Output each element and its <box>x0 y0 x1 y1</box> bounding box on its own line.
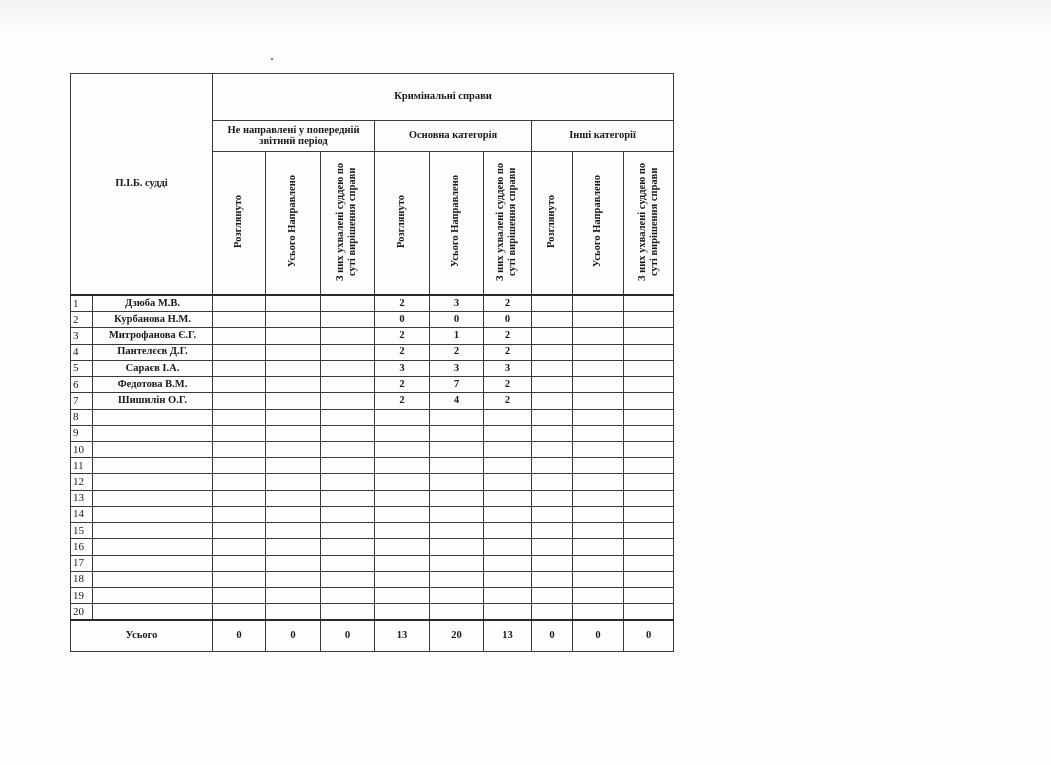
row-number: 8 <box>71 409 93 425</box>
total-row <box>71 620 674 651</box>
value-cell <box>573 328 624 344</box>
value-cell: 0 <box>484 312 532 328</box>
judge-name: Митрофанова Є.Г. <box>93 328 213 344</box>
value-cell <box>213 458 266 474</box>
value-cell <box>532 539 573 555</box>
group-header-prior-period: Не направлені у попередній звітний період <box>213 121 375 152</box>
value-cell <box>624 441 674 457</box>
value-cell <box>321 458 375 474</box>
value-cell <box>532 344 573 360</box>
value-cell <box>484 539 532 555</box>
value-cell <box>573 555 624 571</box>
table-title: Кримінальні справи <box>213 74 674 121</box>
total-value: 20 <box>430 620 484 651</box>
table-row <box>71 393 674 409</box>
value-cell <box>213 441 266 457</box>
value-cell: 2 <box>484 393 532 409</box>
report-table <box>70 73 674 652</box>
value-cell <box>321 409 375 425</box>
column-header: З них ухвалені суддею по суті вирішення справи <box>624 152 674 296</box>
judge-name-header: П.І.Б. судді <box>71 74 213 296</box>
value-cell <box>321 474 375 490</box>
value-cell <box>573 377 624 393</box>
value-cell <box>321 441 375 457</box>
value-cell <box>532 377 573 393</box>
value-cell <box>213 425 266 441</box>
value-cell <box>430 490 484 506</box>
value-cell <box>213 506 266 522</box>
value-cell <box>532 474 573 490</box>
table-row <box>71 295 674 311</box>
judge-name: Шишилін О.Г. <box>93 393 213 409</box>
row-number: 17 <box>71 555 93 571</box>
value-cell <box>266 458 321 474</box>
total-value: 0 <box>573 620 624 651</box>
value-cell <box>573 409 624 425</box>
row-number: 4 <box>71 344 93 360</box>
value-cell <box>624 604 674 620</box>
table-row <box>71 312 674 328</box>
table-row <box>71 539 674 555</box>
value-cell <box>266 604 321 620</box>
judge-name <box>93 458 213 474</box>
value-cell <box>266 588 321 604</box>
column-header: Усього Направлено <box>266 152 321 296</box>
value-cell <box>213 295 266 311</box>
row-number: 14 <box>71 506 93 522</box>
value-cell <box>573 474 624 490</box>
value-cell <box>484 506 532 522</box>
table-row <box>71 604 674 620</box>
judge-name <box>93 409 213 425</box>
value-cell <box>532 588 573 604</box>
judge-name: Сараєв І.А. <box>93 360 213 376</box>
value-cell <box>484 523 532 539</box>
column-header: Розглянуто <box>532 152 573 296</box>
value-cell <box>624 490 674 506</box>
value-cell <box>532 458 573 474</box>
value-cell <box>321 328 375 344</box>
value-cell: 0 <box>430 312 484 328</box>
table-row <box>71 571 674 587</box>
value-cell <box>213 409 266 425</box>
value-cell <box>532 555 573 571</box>
value-cell <box>624 360 674 376</box>
scan-shadow <box>0 0 1051 34</box>
value-cell <box>624 506 674 522</box>
value-cell: 2 <box>484 377 532 393</box>
value-cell <box>266 523 321 539</box>
value-cell <box>213 312 266 328</box>
value-cell <box>375 571 430 587</box>
value-cell <box>573 295 624 311</box>
value-cell <box>573 393 624 409</box>
judge-name <box>93 506 213 522</box>
row-number: 3 <box>71 328 93 344</box>
value-cell <box>266 393 321 409</box>
total-value: 0 <box>213 620 266 651</box>
table-row <box>71 360 674 376</box>
value-cell <box>266 360 321 376</box>
value-cell <box>624 344 674 360</box>
value-cell <box>266 312 321 328</box>
value-cell <box>375 474 430 490</box>
table-row <box>71 458 674 474</box>
value-cell <box>573 312 624 328</box>
value-cell <box>484 458 532 474</box>
value-cell <box>624 571 674 587</box>
value-cell <box>430 425 484 441</box>
value-cell: 2 <box>375 393 430 409</box>
value-cell <box>532 441 573 457</box>
value-cell <box>266 409 321 425</box>
judge-name <box>93 425 213 441</box>
scan-speck <box>271 58 273 60</box>
judge-name <box>93 604 213 620</box>
value-cell <box>213 571 266 587</box>
value-cell <box>573 360 624 376</box>
value-cell <box>484 571 532 587</box>
value-cell: 3 <box>375 360 430 376</box>
row-number: 1 <box>71 295 93 311</box>
value-cell <box>532 523 573 539</box>
total-value: 0 <box>266 620 321 651</box>
row-number: 7 <box>71 393 93 409</box>
total-value: 13 <box>484 620 532 651</box>
value-cell <box>266 295 321 311</box>
row-number: 6 <box>71 377 93 393</box>
row-number: 19 <box>71 588 93 604</box>
value-cell <box>321 571 375 587</box>
value-cell <box>266 441 321 457</box>
value-cell <box>624 588 674 604</box>
value-cell <box>213 393 266 409</box>
judge-name <box>93 523 213 539</box>
column-header: З них ухвалені суддею по суті вирішення справи <box>484 152 532 296</box>
value-cell <box>573 539 624 555</box>
value-cell <box>573 506 624 522</box>
value-cell <box>213 344 266 360</box>
table-row <box>71 474 674 490</box>
value-cell <box>624 458 674 474</box>
value-cell <box>484 441 532 457</box>
value-cell <box>375 458 430 474</box>
total-value: 0 <box>532 620 573 651</box>
value-cell <box>213 377 266 393</box>
value-cell <box>375 555 430 571</box>
value-cell <box>266 539 321 555</box>
judge-name <box>93 539 213 555</box>
judge-name <box>93 588 213 604</box>
judge-name: Курбанова Н.М. <box>93 312 213 328</box>
value-cell <box>573 344 624 360</box>
table-row <box>71 328 674 344</box>
group-header-main-category: Основна категорія <box>375 121 532 152</box>
judge-name <box>93 490 213 506</box>
total-label: Усього <box>71 620 213 651</box>
value-cell <box>430 458 484 474</box>
value-cell: 2 <box>430 344 484 360</box>
value-cell <box>213 360 266 376</box>
value-cell <box>624 555 674 571</box>
column-header: Розглянуто <box>213 152 266 296</box>
value-cell <box>573 571 624 587</box>
value-cell <box>430 474 484 490</box>
value-cell: 2 <box>375 295 430 311</box>
value-cell <box>624 295 674 311</box>
value-cell <box>484 588 532 604</box>
value-cell <box>624 425 674 441</box>
judge-name: Дзюба М.В. <box>93 295 213 311</box>
value-cell <box>213 523 266 539</box>
value-cell <box>430 441 484 457</box>
value-cell: 2 <box>484 295 532 311</box>
value-cell <box>375 506 430 522</box>
table-row <box>71 523 674 539</box>
value-cell <box>321 539 375 555</box>
value-cell <box>213 490 266 506</box>
table-row <box>71 344 674 360</box>
value-cell <box>573 523 624 539</box>
column-header: Усього Направлено <box>573 152 624 296</box>
criminal-cases-report <box>70 73 673 652</box>
value-cell <box>375 604 430 620</box>
value-cell <box>321 344 375 360</box>
value-cell <box>266 490 321 506</box>
value-cell <box>532 393 573 409</box>
value-cell: 2 <box>375 328 430 344</box>
value-cell <box>430 571 484 587</box>
value-cell: 3 <box>430 360 484 376</box>
value-cell <box>484 425 532 441</box>
value-cell <box>573 441 624 457</box>
table-row <box>71 409 674 425</box>
value-cell <box>213 588 266 604</box>
value-cell <box>430 604 484 620</box>
value-cell <box>624 539 674 555</box>
value-cell <box>375 425 430 441</box>
value-cell <box>573 425 624 441</box>
table-row <box>71 490 674 506</box>
total-value: 0 <box>321 620 375 651</box>
value-cell <box>266 555 321 571</box>
value-cell <box>266 571 321 587</box>
value-cell <box>213 328 266 344</box>
row-number: 5 <box>71 360 93 376</box>
value-cell <box>375 588 430 604</box>
value-cell <box>573 490 624 506</box>
value-cell: 1 <box>430 328 484 344</box>
value-cell <box>321 604 375 620</box>
value-cell <box>532 360 573 376</box>
judge-name <box>93 571 213 587</box>
value-cell <box>321 555 375 571</box>
value-cell <box>375 523 430 539</box>
value-cell <box>213 474 266 490</box>
value-cell <box>532 490 573 506</box>
judge-name: Федотова В.М. <box>93 377 213 393</box>
value-cell <box>321 295 375 311</box>
value-cell <box>532 328 573 344</box>
value-cell <box>321 490 375 506</box>
value-cell <box>430 506 484 522</box>
row-number: 11 <box>71 458 93 474</box>
row-number: 15 <box>71 523 93 539</box>
value-cell <box>624 409 674 425</box>
value-cell <box>532 571 573 587</box>
value-cell <box>430 539 484 555</box>
value-cell: 2 <box>375 344 430 360</box>
value-cell <box>484 474 532 490</box>
judge-name <box>93 441 213 457</box>
row-number: 10 <box>71 441 93 457</box>
value-cell <box>213 555 266 571</box>
value-cell <box>532 425 573 441</box>
table-row <box>71 377 674 393</box>
value-cell <box>532 506 573 522</box>
value-cell <box>213 539 266 555</box>
value-cell <box>213 604 266 620</box>
row-number: 20 <box>71 604 93 620</box>
value-cell <box>321 506 375 522</box>
value-cell <box>573 458 624 474</box>
value-cell <box>266 425 321 441</box>
value-cell: 3 <box>430 295 484 311</box>
value-cell <box>484 604 532 620</box>
row-number: 9 <box>71 425 93 441</box>
value-cell <box>430 588 484 604</box>
table-row <box>71 506 674 522</box>
row-number: 18 <box>71 571 93 587</box>
value-cell <box>624 377 674 393</box>
value-cell <box>375 441 430 457</box>
value-cell <box>430 523 484 539</box>
value-cell <box>532 604 573 620</box>
judge-name <box>93 474 213 490</box>
judge-name <box>93 555 213 571</box>
value-cell <box>321 360 375 376</box>
row-number: 2 <box>71 312 93 328</box>
table-row <box>71 425 674 441</box>
value-cell <box>266 474 321 490</box>
value-cell: 2 <box>375 377 430 393</box>
value-cell <box>532 295 573 311</box>
value-cell: 0 <box>375 312 430 328</box>
value-cell <box>484 490 532 506</box>
value-cell <box>321 425 375 441</box>
value-cell: 2 <box>484 328 532 344</box>
value-cell <box>266 344 321 360</box>
value-cell <box>375 490 430 506</box>
value-cell <box>532 409 573 425</box>
value-cell: 7 <box>430 377 484 393</box>
value-cell: 3 <box>484 360 532 376</box>
value-cell: 2 <box>484 344 532 360</box>
value-cell <box>266 328 321 344</box>
value-cell: 4 <box>430 393 484 409</box>
value-cell <box>266 506 321 522</box>
value-cell <box>321 588 375 604</box>
row-number: 13 <box>71 490 93 506</box>
table-row <box>71 588 674 604</box>
value-cell <box>321 523 375 539</box>
value-cell <box>321 312 375 328</box>
judge-name: Пантелєєв Д.Г. <box>93 344 213 360</box>
value-cell <box>624 393 674 409</box>
value-cell <box>430 409 484 425</box>
value-cell <box>624 312 674 328</box>
value-cell <box>573 588 624 604</box>
value-cell <box>484 409 532 425</box>
value-cell <box>375 409 430 425</box>
value-cell <box>573 604 624 620</box>
value-cell <box>624 523 674 539</box>
table-row <box>71 555 674 571</box>
table-row <box>71 441 674 457</box>
value-cell <box>430 555 484 571</box>
group-header-other-categories: Інші категорії <box>532 121 674 152</box>
column-header: Усього Направлено <box>430 152 484 296</box>
value-cell <box>266 377 321 393</box>
value-cell <box>321 377 375 393</box>
value-cell <box>484 555 532 571</box>
value-cell <box>375 539 430 555</box>
row-number: 12 <box>71 474 93 490</box>
row-number: 16 <box>71 539 93 555</box>
total-value: 13 <box>375 620 430 651</box>
value-cell <box>624 474 674 490</box>
total-value: 0 <box>624 620 674 651</box>
value-cell <box>532 312 573 328</box>
column-header: З них ухвалені суддею по суті вирішення справи <box>321 152 375 296</box>
value-cell <box>624 328 674 344</box>
value-cell <box>321 393 375 409</box>
column-header: Розглянуто <box>375 152 430 296</box>
